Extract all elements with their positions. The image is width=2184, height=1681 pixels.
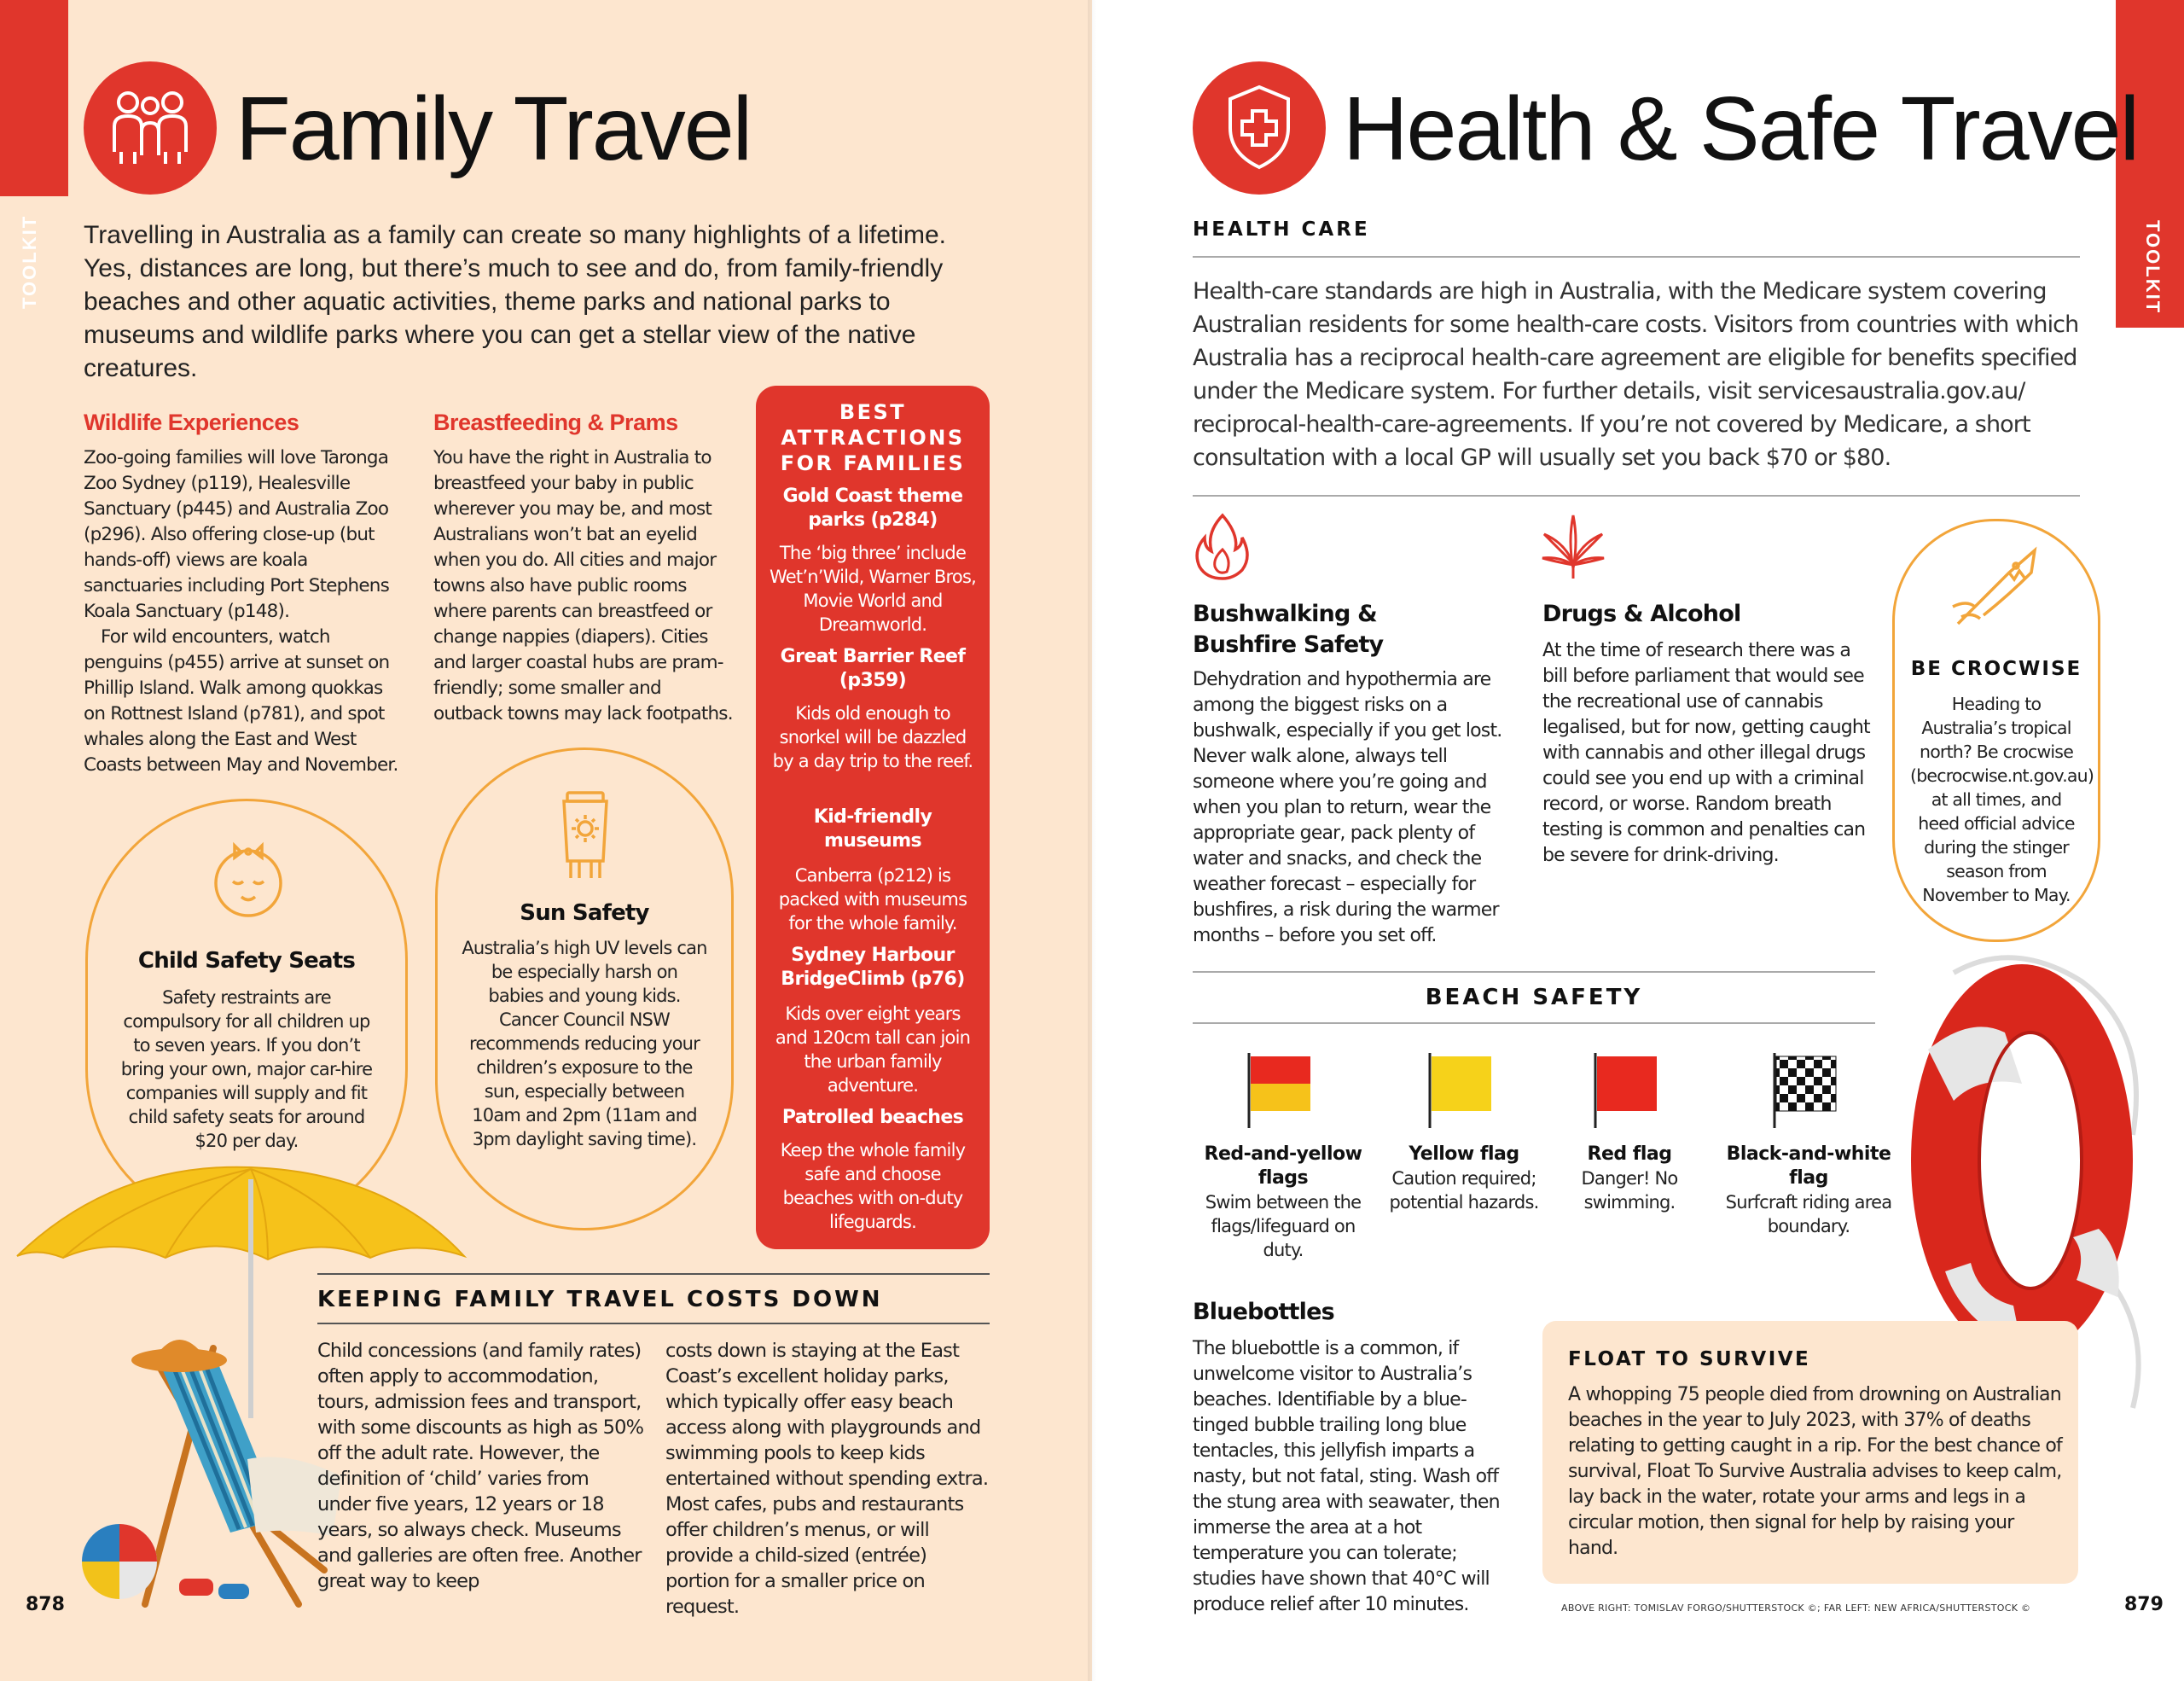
photo-credit: ABOVE RIGHT: TOMISLAV FORGO/SHUTTERSTOCK ©; FAR LEFT: NEW AFRICA/SHUTTERSTOCK © [1561, 1602, 2031, 1614]
best-attractions-box [756, 386, 990, 1249]
toolkit-tab-left [0, 0, 68, 309]
attraction-text: The ‘big three’ include Wet’n’Wild, Warner Bros, Movie World and Dreamworld. [770, 543, 976, 635]
crocwise-text: Heading to Australia’s tropical north? Be crocwise (becrocwise.nt.gov.au) at all times, and heed official advice during the stinger season from November to May. [1910, 694, 2094, 905]
beach-safety-heading: BEACH SAFETY [1425, 985, 1643, 1010]
drugs-heading: Drugs & Alcohol [1542, 601, 1741, 627]
health-care-heading: HEALTH CARE [1193, 218, 1370, 241]
breastfeeding-heading: Breastfeeding & Prams [433, 410, 678, 435]
bluebottles-heading: Bluebottles [1193, 1299, 1334, 1325]
page-number-right: 879 [2124, 1594, 2164, 1615]
family-icon [84, 61, 217, 195]
beach-safety-top-rule [1193, 971, 1875, 973]
flag-name: Red-and-yellow flags [1204, 1143, 1362, 1189]
flag-description: Surfcraft riding area boundary. [1725, 1192, 1892, 1236]
flag-name: Yellow flag [1409, 1143, 1519, 1165]
flag-name: Red flag [1587, 1143, 1672, 1165]
attraction-text: Keep the whole family safe and choose beaches with on-duty lifeguards. [780, 1140, 966, 1232]
checkered-flag-icon [1771, 1051, 1894, 1132]
health-care-rule [1193, 256, 2080, 258]
red-flag-icon [1592, 1051, 1698, 1132]
child-safety-heading: Child Safety Seats [137, 948, 356, 974]
costs-top-rule [317, 1273, 990, 1275]
attraction-heading: Gold Coast theme parks (p284) [782, 486, 963, 531]
sunscreen-icon [555, 789, 615, 887]
flag-item [1379, 1051, 1549, 1214]
attraction-text: Kids over eight years and 120cm tall can join the urban family adventure. [775, 1003, 971, 1096]
crocodile-icon [1949, 547, 2043, 637]
sun-safety-text: Australia’s high UV levels can be especially harsh on babies and young kids. Cancer Council NSW recommends reducing your children’s exposure to the sun, especially between 10am and 2pm (11am and 3pm daylight saving time). [462, 938, 707, 1149]
costs-column-2: costs down is staying at the East Coast’s excellent holiday parks, which typically offer easy beach access along with playgrounds and swimming pools to keep kids entertained without spending extra. Most cafes, pubs and restaurants offer children’s menus, or will provide a child-sized (entrée) portion for a smaller price on request. [665, 1340, 989, 1618]
right-page [1092, 0, 2184, 1681]
yellow-flag-icon [1426, 1051, 1549, 1132]
flag-description: Swim between the flags/lifeguard on duty. [1205, 1192, 1362, 1260]
intro-text: Travelling in Australia as a family can create so many highlights of a lifetime. Yes, distances are long, but there’s much to see and do, from family-friendly beaches and other aquatic activities, theme parks and national parks to museums and wildlife parks where you can get a stellar view of the native creatures. [84, 221, 947, 382]
toolkit-label: TOOLKIT [19, 214, 40, 309]
flag-description: Danger! No swimming. [1581, 1168, 1678, 1213]
flag-item [1561, 1051, 1698, 1214]
costs-column-1: Child concessions (and family rates) often apply to accommodation, tours, admission fees and transport, with some discounts as high as 50% off the adult rate. However, the definition of ‘child’ varies from under five years, 12 years or 18 years, so always check. Museums and galleries are often free. Another great way to keep [317, 1340, 644, 1592]
fire-icon [1193, 512, 1252, 585]
float-to-survive-box [1542, 1321, 2078, 1584]
drugs-text: At the time of research there was a bill before parliament that would see the recreational use of cannabis legalised, but for now, getting caught with cannabis and other illegal drugs could see you end up with a criminal record, or worse. Random breath testing is common and penalties can be severe for drink-driving. [1542, 640, 1870, 866]
breastfeeding-text: You have the right in Australia to breastfeed your baby in public wherever you may be, and most Australians won’t bat an eyelid when you do. All cities and major towns also have public rooms where parents can breastfeed or change nappies (diapers). Cities and larger coastal hubs are pram-friendly; some smaller and outback towns may lack footpaths. [433, 447, 733, 724]
crocwise-heading: BE CROCWISE [1910, 658, 2082, 680]
flag-item [1723, 1051, 1894, 1238]
bluebottles-text: The bluebottle is a common, if unwelcome visitor to Australia’s beaches. Identifiable by a blue-tinged bubble trailing long blue tentacles, this jellyfish imparts a nasty, but not fatal, sting. Wash off the stung area with seawater, then immerse the area at a hot temperature you can tolerate; studies have shown that 40°C will produce relief after 10 minutes. [1193, 1338, 1500, 1615]
float-heading: FLOAT TO SURVIVE [1568, 1348, 1811, 1370]
page-title: Health & Safe Travel [1343, 79, 2139, 179]
attraction-heading: Sydney Harbour BridgeClimb (p76) [781, 945, 965, 990]
cannabis-leaf-icon [1539, 512, 1607, 585]
attraction-text: Canberra (p212) is packed with museums for the whole family. [778, 865, 967, 934]
wildlife-heading: Wildlife Experiences [84, 410, 299, 435]
red-yellow-flag-icon [1246, 1051, 1368, 1132]
health-care-text: Health-care standards are high in Australia, with the Medicare system covering Australian residents for some health-care costs. Visitors from countries with which Australia has a reciprocal health-care agreement are eligible for benefits specified under the Medicare system. For further details, visit servicesaustralia.gov.au/ reciprocal-health-care-agreements. If you’re not covered by Medicare, a short consultation with a local GP will usually set you back $70 or $80. [1193, 278, 2079, 471]
costs-bottom-rule [317, 1323, 990, 1324]
toolkit-label: TOOLKIT [2142, 220, 2164, 315]
baby-icon [206, 835, 291, 925]
attraction-heading: Great Barrier Reef (p359) [780, 646, 966, 691]
child-safety-text: Safety restraints are compulsory for all children up to seven years. If you don’t bring your own, major car-hire companies will supply and fit child safety seats for around $20 per day. [120, 987, 373, 1151]
flag-name: Black-and-white flag [1726, 1143, 1891, 1189]
attraction-text: Kids old enough to snorkel will be dazzled by a day trip to the reef. [772, 703, 973, 771]
costs-heading: KEEPING FAMILY TRAVEL COSTS DOWN [317, 1287, 883, 1312]
crocwise-panel [1892, 519, 2100, 942]
page-title: Family Travel [235, 79, 752, 179]
bushwalking-heading: Bushwalking & Bushfire Safety [1193, 601, 1384, 658]
health-care-bottom-rule [1193, 495, 2080, 497]
medical-shield-icon [1193, 61, 1326, 195]
float-text: A whopping 75 people died from drowning on Australian beaches in the year to July 2023, with 37% of deaths relating to getting caught in a rip. For the best chance of survival, Float To Survive Australia advises to keep calm, lay back in the water, rotate your arms and legs in a circular motion, then signal for help by raising your hand. [1568, 1384, 2062, 1559]
page-number-left: 878 [26, 1594, 65, 1615]
flag-item [1198, 1051, 1368, 1262]
best-attractions-title: BEST ATTRACTIONS FOR FAMILIES [780, 400, 966, 475]
flag-description: Caution required; potential hazards. [1389, 1168, 1539, 1213]
beach-safety-bottom-rule [1193, 1022, 1875, 1024]
wildlife-paragraph-1: Zoo-going families will love Taronga Zoo Sydney (p119), Healesville Sanctuary (p445) and Australia Zoo (p296). Also offering close-up (but hands-off) views are koala sanctuaries including Port Stephens Koala Sanctuary (p148). [84, 447, 389, 622]
sun-safety-panel [435, 747, 734, 1230]
sun-safety-heading: Sun Safety [520, 900, 649, 926]
bushwalking-text: Dehydration and hypothermia are among the biggest risks on a bushwalk, especially if you get lost. Never walk alone, always tell someone where you’re going and when you plan to return, wear the appropriate gear, pack plenty of water and snacks, and check the weather forecast – especially for bushfires, a risk during the warmer months – before you set off. [1193, 669, 1502, 946]
wildlife-paragraph-2: For wild encounters, watch penguins (p455) arrive at sunset on Phillip Island. Walk among quokkas on Rottnest Island (p781), and spot whales along the East and West Coasts between May and November. [84, 626, 398, 776]
attraction-heading: Kid-friendly museums [813, 806, 932, 852]
book-spine-shadow [1088, 0, 1096, 1681]
attraction-heading: Patrolled beaches [781, 1107, 964, 1128]
wildlife-text [84, 445, 406, 778]
